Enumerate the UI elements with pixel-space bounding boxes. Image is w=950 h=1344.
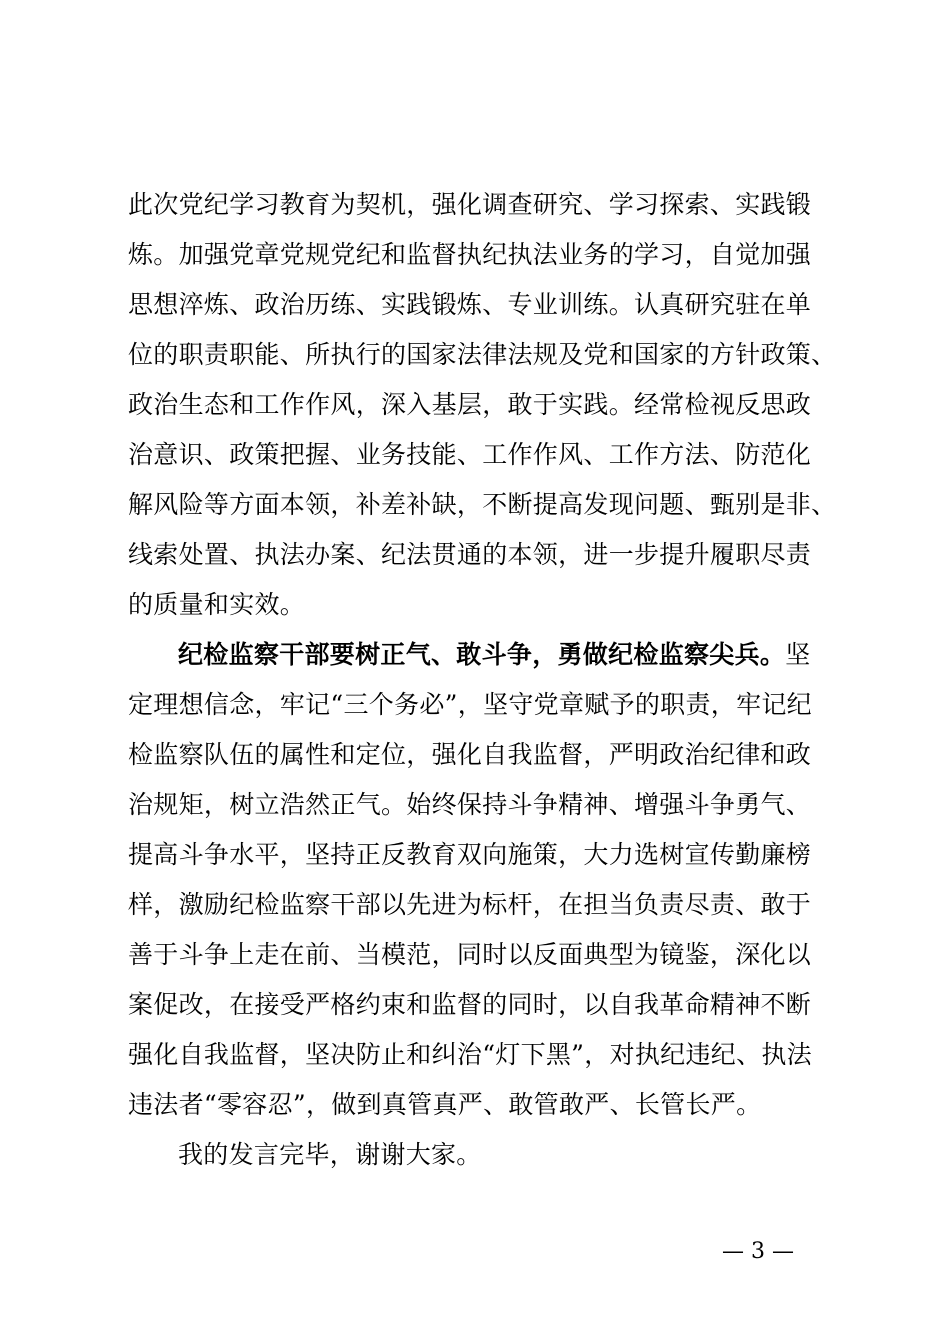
paragraph-1 (128, 180, 844, 630)
paragraph-3 (128, 1130, 844, 1180)
paragraph-2-line: 检监察队伍的属性和定位，强化自我监督，严明政治纪律和政 (128, 740, 812, 769)
paragraph-1-line: 治意识、政策把握、业务技能、工作作风、工作方法、防范化 (128, 440, 812, 469)
paragraph-1-line: 位的职责职能、所执行的国家法律法规及党和国家的方针政策、 (128, 340, 837, 369)
paragraph-2 (128, 630, 844, 1130)
paragraph-2-line: 治规矩，树立浩然正气。始终保持斗争精神、增强斗争勇气、 (128, 790, 812, 819)
paragraph-2-line: 提高斗争水平，坚持正反教育双向施策，大力选树宣传勤廉榜 (128, 840, 812, 869)
paragraph-1-line: 炼。加强党章党规党纪和监督执纪执法业务的学习，自觉加强 (128, 240, 812, 269)
closing-remark: 我的发言完毕，谢谢大家。 (178, 1140, 482, 1169)
paragraph-2-line: 案促改，在接受严格约束和监督的同时，以自我革命精神不断 (128, 990, 812, 1019)
paragraph-1-line: 解风险等方面本领，补差补缺，不断提高发现问题、甄别是非、 (128, 490, 837, 519)
paragraph-2-line: 定理想信念，牢记“三个务必”，坚守党章赋予的职责，牢记纪 (128, 690, 812, 719)
paragraph-1-line: 线索处置、执法办案、纪法贯通的本领，进一步提升履职尽责 (128, 540, 812, 569)
paragraph-1-line: 思想淬炼、政治历练、实践锻炼、专业训练。认真研究驻在单 (128, 290, 812, 319)
paragraph-1-line: 政治生态和工作作风，深入基层，敢于实践。经常检视反思政 (128, 390, 812, 419)
paragraph-1-line: 此次党纪学习教育为契机，强化调查研究、学习探索、实践锻 (128, 190, 812, 219)
paragraph-2-first-line-rest: 坚 (785, 640, 811, 669)
paragraph-2-first-line (128, 630, 844, 680)
page-number: — 3 — (722, 1239, 794, 1264)
paragraph-2-line: 样，激励纪检监察干部以先进为标杆，在担当负责尽责、敢于 (128, 890, 812, 919)
paragraph-2-line: 善于斗争上走在前、当模范，同时以反面典型为镜鉴，深化以 (128, 940, 812, 969)
paragraph-1-line: 的质量和实效。 (128, 590, 306, 619)
paragraph-2-heading: 纪检监察干部要树正气、敢斗争，勇做纪检监察尖兵。 (178, 640, 786, 669)
paragraph-2-line: 违法者“零容忍”，做到真管真严、敢管敢严、长管长严。 (128, 1090, 762, 1119)
paragraph-2-line: 强化自我监督，坚决防止和纠治“灯下黑”，对执纪违纪、执法 (128, 1040, 812, 1069)
